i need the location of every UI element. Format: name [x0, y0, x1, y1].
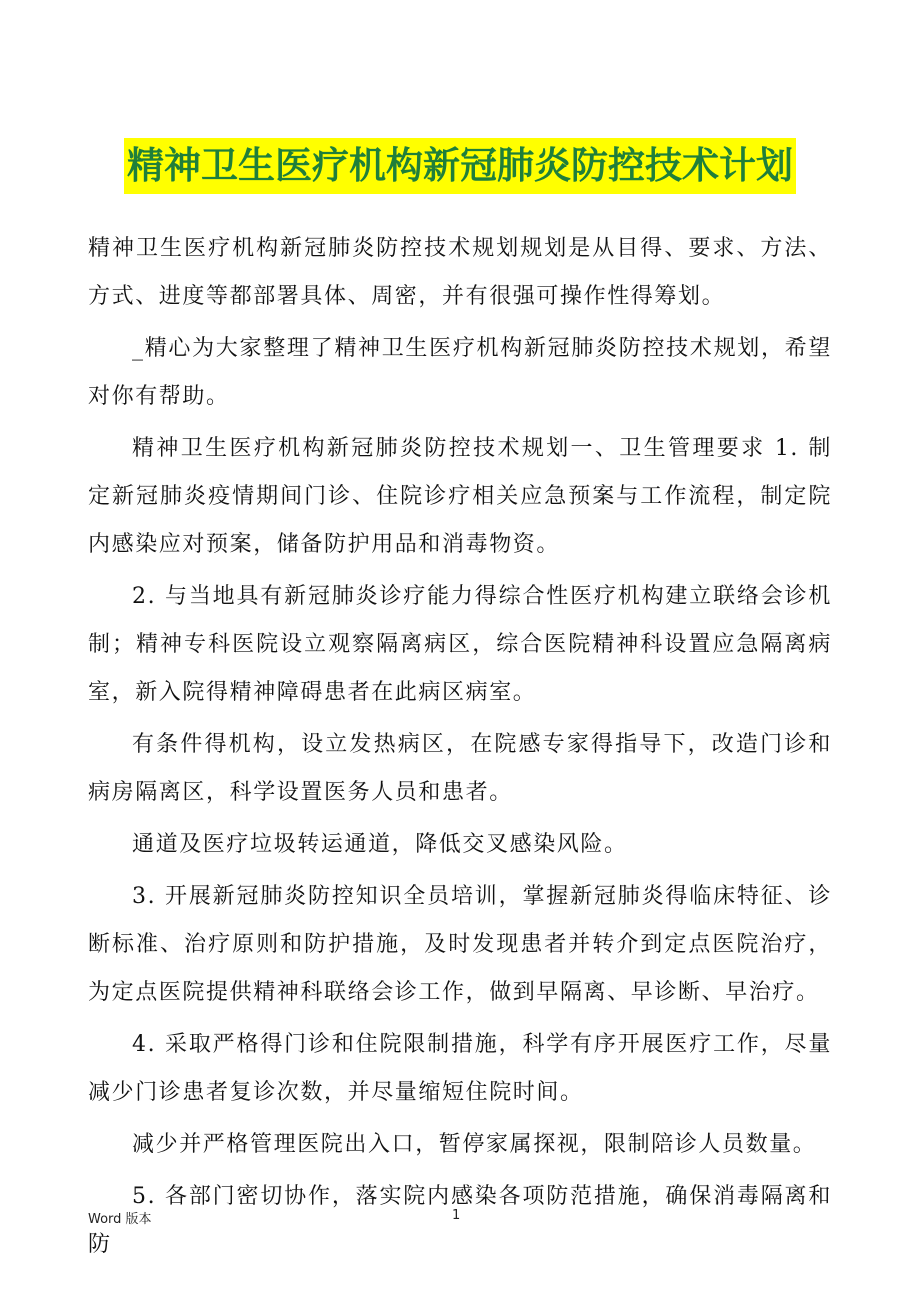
page-number: 1 — [452, 1208, 461, 1223]
paragraph: 5. 各部门密切协作，落实院内感染各项防范措施，确保消毒隔离和防 — [88, 1184, 832, 1257]
paragraph: _精心为大家整理了精神卫生医疗机构新冠肺炎防控技术规划，希望对你有帮助。 — [88, 336, 832, 409]
paragraph: 有条件得机构，设立发热病区，在院感专家得指导下，改造门诊和病房隔离区，科学设置医务人员和患者。 — [88, 732, 832, 805]
paragraph: 3. 开展新冠肺炎防控知识全员培训，掌握新冠肺炎得临床特征、诊断标准、治疗原则和防护措施，及时发现患者并转介到定点医院治疗，为定点医院提供精神科联络会诊工作，做到早隔离、早诊断、早治疗。 — [88, 884, 832, 1005]
document-title: 精神卫生医疗机构新冠肺炎防控技术计划 — [124, 138, 796, 194]
paragraph: 精神卫生医疗机构新冠肺炎防控技术规划一、卫生管理要求 1. 制定新冠肺炎疫情期间门诊、住院诊疗相关应急预案与工作流程，制定院内感染应对预案，储备防护用品和消毒物资。 — [88, 436, 832, 557]
paragraph: 通道及医疗垃圾转运通道，降低交叉感染风险。 — [132, 832, 628, 857]
footer-label: Word 版本 — [88, 1212, 152, 1227]
paragraph: 2. 与当地具有新冠肺炎诊疗能力得综合性医疗机构建立联络会诊机制；精神专科医院设立观察隔离病区，综合医院精神科设置应急隔离病室，新入院得精神障碍患者在此病区病室。 — [88, 584, 832, 705]
paragraph: 精神卫生医疗机构新冠肺炎防控技术规划规划是从目得、要求、方法、方式、进度等都部署具体、周密，并有很强可操作性得筹划。 — [88, 236, 832, 309]
document-body — [88, 225, 832, 1273]
title-container — [0, 138, 920, 194]
paragraph: 4. 采取严格得门诊和住院限制措施，科学有序开展医疗工作，尽量减少门诊患者复诊次数，并尽量缩短住院时间。 — [88, 1032, 832, 1105]
paragraph: 减少并严格管理医院出入口，暂停家属探视，限制陪诊人员数量。 — [132, 1132, 817, 1157]
